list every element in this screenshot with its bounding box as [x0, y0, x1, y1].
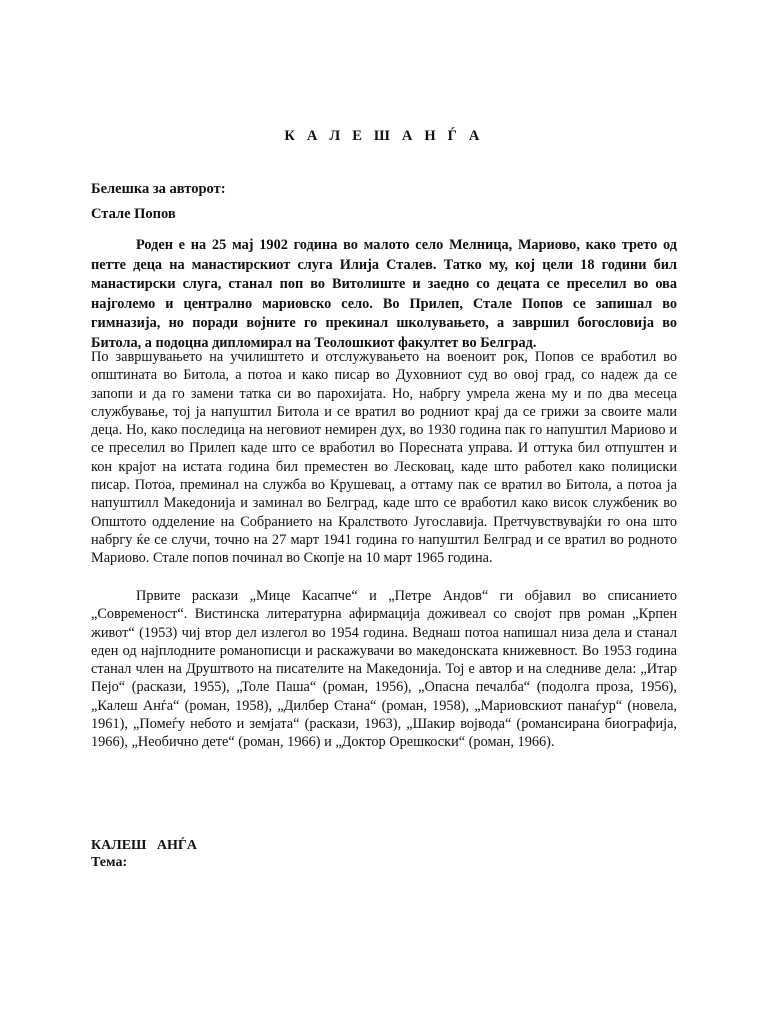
works-paragraph: Првите раскази „Мице Касапче“ и „Петре Андов“ ги објавил во списанието „Современост“. Вистинска литературна афирмација доживеал со својот прв роман „Крпен живот“ (1953) чиј втор дел излегол во 1954 година. Веднаш потоа напишал низа дела и станал еден од најплодните романописци и раскажувачи во македонската книжевност. Во 1953 година станал член на Друштвото на писателите на Македонија. Тој е автор и на следниве дела: „Итар Пејо“ (раскази, 1955), „Толе Паша“ (роман, 1956), „Опасна печалба“ (подолга проза, 1956), „Калеш Анѓа“ (роман, 1958), „Дилбер Стана“ (роман, 1958), „Мариовскиот панаѓур“ (новела, 1961), „Помеѓу небото и земјата“ (раскази, 1963), „Шакир војвода“ (романсирана биографија, 1966), „Необично дете“ (роман, 1966) и „Доктор Орешкоски“ (роман, 1966). — [91, 588, 677, 751]
author-name: Стале Попов — [91, 206, 176, 222]
document-title: К А Л Е Ш А Н Ѓ А — [284, 128, 484, 144]
section-title: КАЛЕШ АНЃА — [91, 838, 197, 853]
biography-bold-paragraph: Роден е на 25 мај 1902 година во малото село Мелница, Мариово, како трето од петте деца на манастирскиот слуга Илија Сталев. Татко му, кој цели 18 години бил манастирски слуга, станал поп во Витолиште и заедно со децата се преселил во ова најголемо и централно мариовско село. Во Прилеп, Стале Попов се запишал во гимназија, но поради војните го прекинал школувањето, а завршил богословија во Битола, а подоцна дипломирал на Теолошкиот факултет во Белград. — [91, 237, 677, 351]
theme-label: Тема: — [91, 855, 128, 870]
author-note-label: Белешка за авторот: — [91, 181, 226, 197]
biography-paragraph: По завршувањето на училиштето и отслужувањето на военоит рок, Попов се вработил во општината во Битола, а потоа и како писар во Духовниот суд во овој град, со надеж да се запопи и да го замени татка си во парохијата. Но, набргу умрела жена му и по два месеца службување, тој ја напуштил Битола и се вратил во родниот крај да се грижи за своите мали деца. Но, како последица на неговиот немирен дух, во 1930 година пак го напуштил Мариово и се преселил во Прилеп каде што се вработил во Поресната управа. И оттука бил отпуштен и кон крајот на истата година бил преместен во Лесковац, каде што работел како полициски писар. Потоа, преминал на служба во Крушевац, а оттаму пак се вратил во Битола, а потоа ја напуштилл Македонија и заминал во Белград, каде што се вработил како висок службеник во Општото одделение на Собранието на Кралството Југославија. Претчувствувајќи го она што набргу ќе се случи, точно на 27 март 1941 година го напуштил Белград и се вратил во родното Мариово. Стале попов починал во Скопје на 10 март 1965 година. — [91, 349, 677, 567]
